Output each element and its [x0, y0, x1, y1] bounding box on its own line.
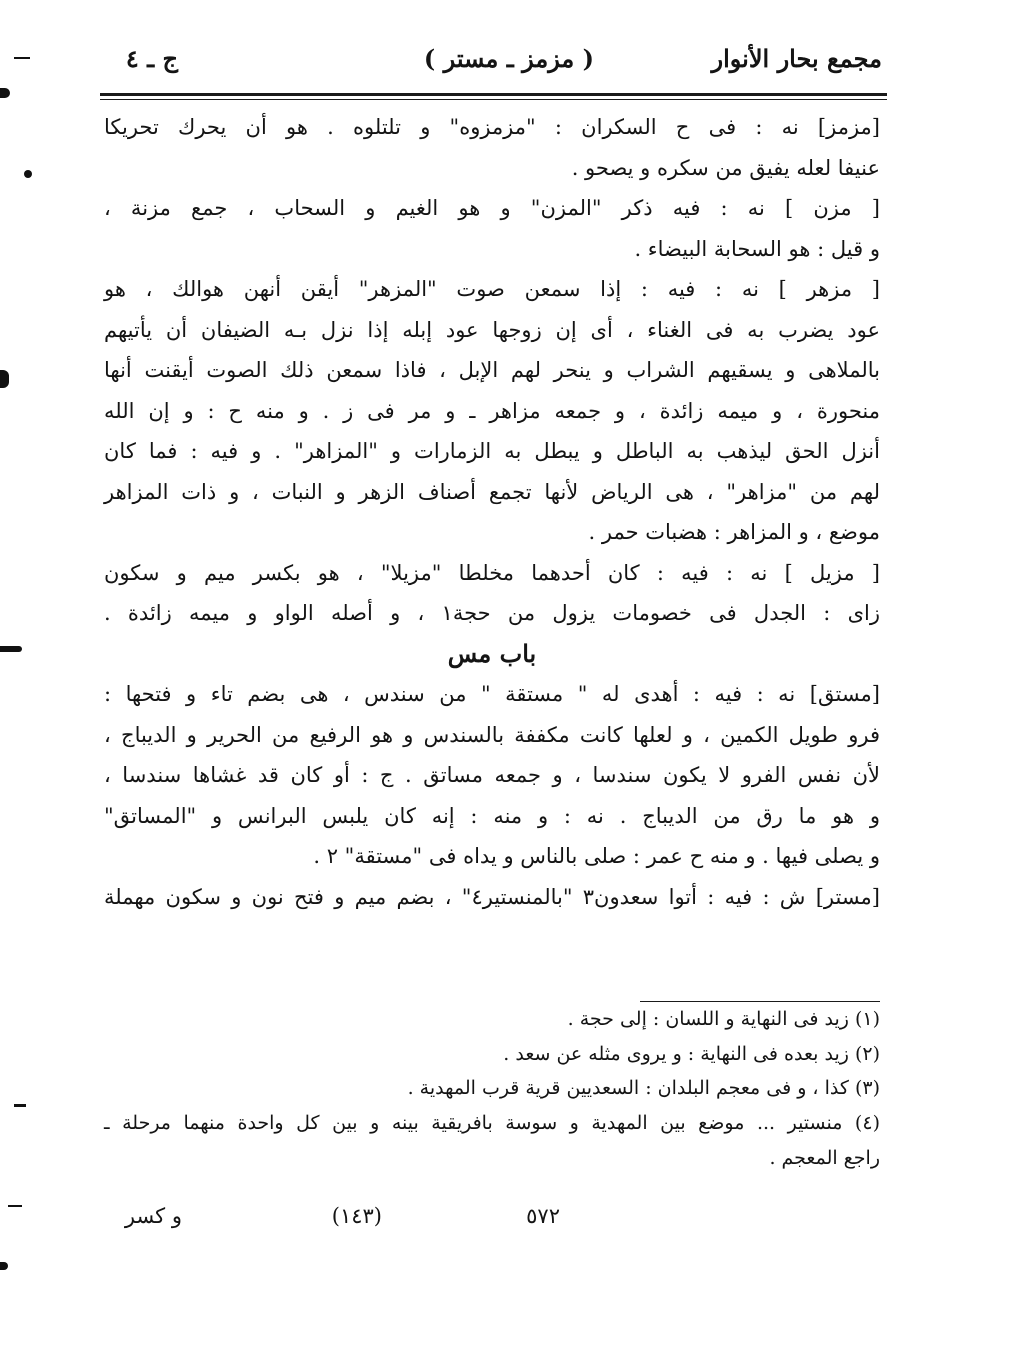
entry-mustaqa-line-1: [مستق] نه : فيه : أهدى له " مستقة " من سندس ، هى بضم تاء و فتحها :: [104, 682, 880, 706]
entry-mizhar-line-4: منحورة ، و ميمه زائدة ، و جمعه مزاهر ـ و مر فى ز . و منه ح : و إن الله: [104, 398, 880, 423]
footnotes: [104, 1002, 880, 1175]
entry-mustaqa-line-5: و يصلى فيها . و منه ح عمر : صلى بالناس و يداه فى "مستقة" ٢ .: [313, 844, 880, 868]
entry-mizhar-line-3: بالملاهى و يسقيهم الشراب و ينحر لهم الإبل ، فاذا سمعن ذلك الصوت أيقنت أنها: [104, 358, 880, 382]
entry-mizhar-line-2: عود يضرب به فى الغناء ، أى إن زوجها عود إبله إذا نزل بـه الضيفان أن يأتيهم: [104, 317, 880, 342]
entry-muzn-line-2: و قيل : هو السحابة البيضاء .: [634, 236, 880, 261]
book-title: مجمع بحار الأنوار: [711, 44, 882, 73]
page-footer: [100, 1204, 882, 1238]
entry-mustaqa-line-4: و هو ما رق من الديباج . نه : و منه : إنه كان يلبس البرانس و "المساتق": [104, 803, 880, 828]
entry-range: ( مزمز ـ مستر ): [423, 44, 594, 73]
entry-mizyal-line-1: [ مزيل ] نه : فيه : كان أحدهما مخلطا "مزيلا" ، هو بكسر ميم و سكون: [104, 560, 880, 585]
footnote-2: (٢) زيد بعده فى النهاية : و يروى مثله عن سعد .: [503, 1042, 880, 1065]
margin-mark: [8, 1205, 22, 1207]
catchword: و كسر: [124, 1204, 182, 1228]
margin-mark: [0, 88, 10, 98]
footnote-4-line-1: (٤) منستير ... موضع بين المهدية و سوسة بافريقية بينه و بين كل واحدة منهما مرحلة ـ: [104, 1112, 880, 1135]
header-rule-thick: [100, 93, 887, 96]
page-number: ٥٧٢: [526, 1204, 560, 1228]
running-header: [100, 44, 882, 84]
footnote-4-line-2: راجع المعجم .: [769, 1146, 880, 1169]
entry-mustaqa-line-3: لأن نفس الفرو لا يكون سندسا ، و جمعه مساتق . ج : أو كان قد غشاها سندسا ،: [104, 763, 880, 787]
entry-mustaqa-line-2: فرو طويل الكمين ، و لعلها كانت مكففة بالسندس و هو الرفيع من الحرير و الديباج ،: [104, 722, 880, 747]
margin-mark: [0, 1262, 8, 1270]
entry-mizhar-line-5: أنزل الحق ليذهب به الباطل و يبطل به الزمارات و "المزاهر" . و فيه : فما كان: [104, 439, 880, 463]
entry-mustar-line-1: [مستر] ش : فيه : أتوا سعدون٣ "بالمنستير٤" ، بضم ميم و فتح نون و سكون مهملة: [104, 884, 880, 909]
entry-mizhar-line-7: موضع ، و المزاهر : هضبات حمر .: [588, 520, 880, 544]
section-number: (١٤٣): [331, 1204, 382, 1228]
volume-label: ج ـ ٤: [125, 44, 178, 73]
margin-mark: [14, 1104, 26, 1107]
chapter-heading: باب مس: [447, 638, 537, 668]
entry-muzn-line-1: [ مزن ] نه : فيه ذكر "المزن" و هو الغيم و السحاب ، جمع مزنة ،: [104, 196, 880, 220]
entry-mizhar-line-6: لهم من "مزاهر" ، هى الرياض لأنها تجمع أصناف الزهر و النبات ، و ذات المزاهر: [104, 479, 880, 504]
margin-mark: [0, 370, 9, 388]
footnote-3: (٣) كذا ، و فى معجم البلدان : السعديين قرية قرب المهدية .: [407, 1077, 880, 1100]
margin-mark: [14, 57, 30, 59]
entry-mazmaz-line-1: [مزمز] نه : فى ح السكران : "مزمزوه" و تلتلوه . هو أن يحرك تحريكا: [104, 115, 880, 139]
margin-mark: [0, 646, 22, 652]
entry-mizyal-line-2: زاى : الجدل فى خصومات يزول من حجة١ ، و أصله الواو و ميمه زائدة .: [104, 601, 880, 625]
header-rule-thin: [100, 99, 887, 100]
entry-mizhar-line-1: [ مزهر ] نه : فيه : إذا سمعن صوت "المزهر" أيقن أنهن هوالك ، هو: [104, 277, 880, 301]
margin-mark: [24, 170, 32, 178]
footnote-1: (١) زيد فى النهاية و اللسان : إلى حجة .: [567, 1008, 880, 1030]
main-text: [104, 107, 880, 917]
entry-mazmaz-line-2: عنيفا لعله يفيق من سكره و يصحو .: [571, 155, 880, 180]
